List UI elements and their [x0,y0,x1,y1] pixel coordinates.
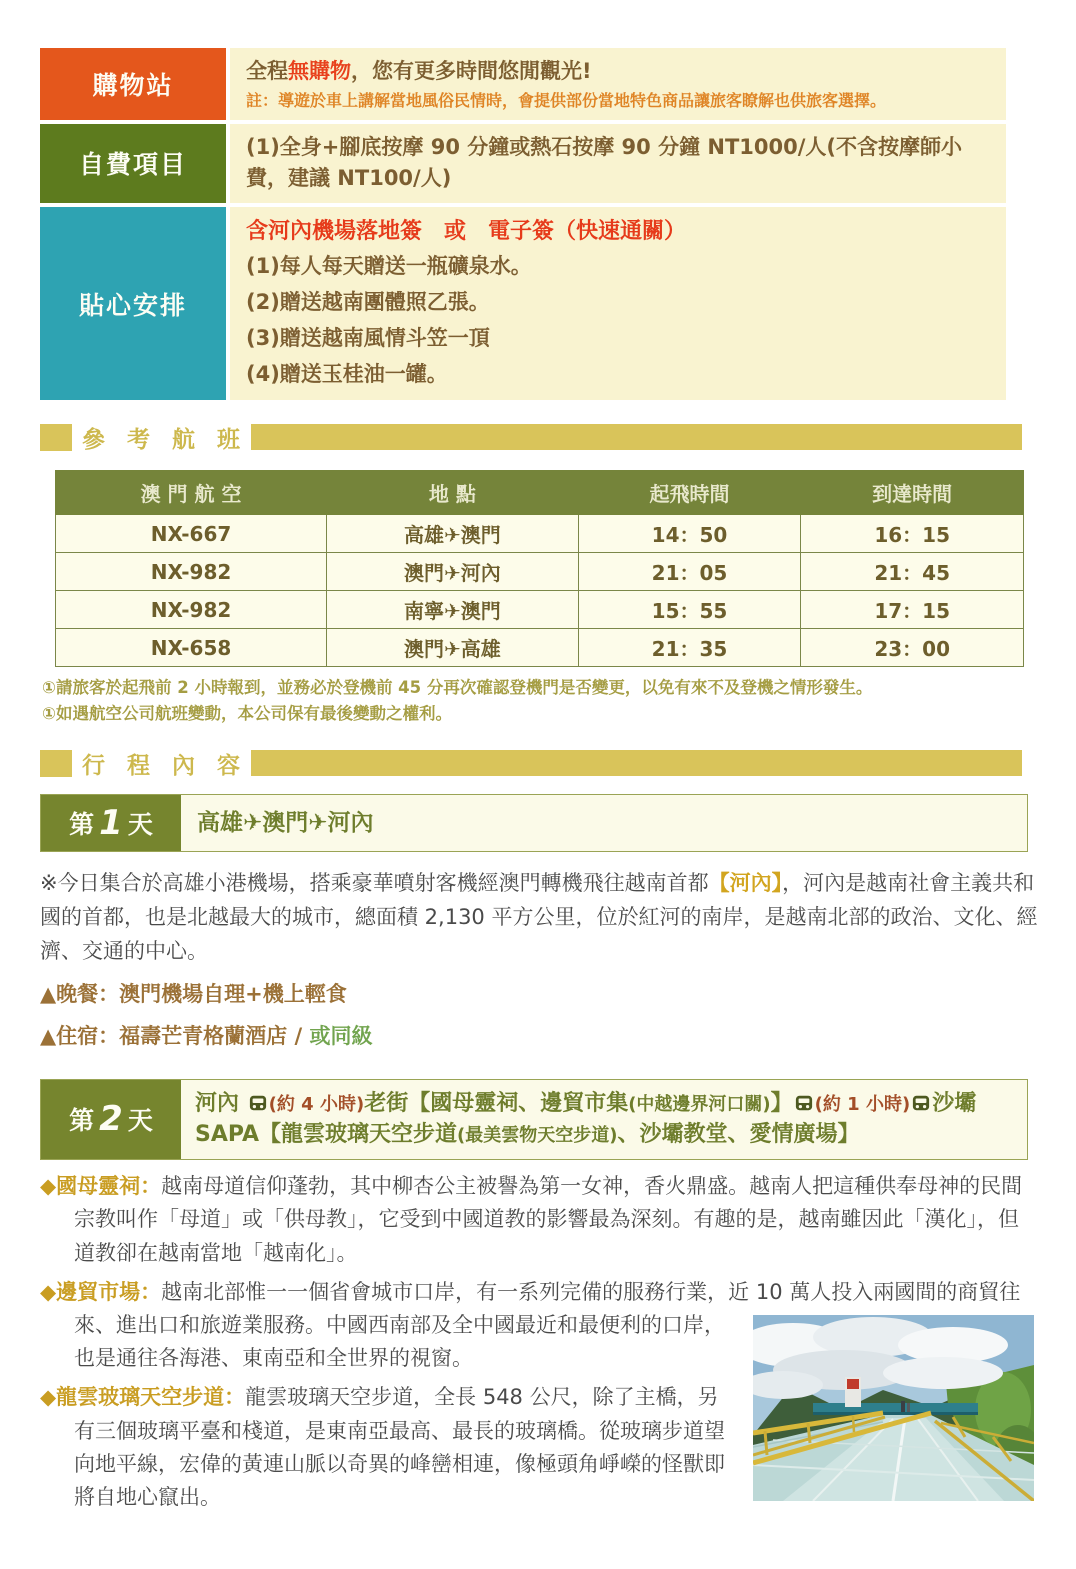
flight-number: NX-982 [56,591,327,629]
day1-hotel-line: ▲住宿：福壽芒青格蘭酒店 / 或同級 [40,1023,373,1048]
info-label-care: 貼心安排 [40,207,226,400]
visa-highlight: 含河內機場落地簽 或 電子簽（快速通關） [246,218,687,244]
departure-time: 21：35 [578,629,801,667]
hanoi-highlight: 【河內】 [708,871,783,896]
arrival-time: 21：45 [801,553,1024,591]
poi-title: ◆龍雲玻璃天空步道： [40,1385,246,1410]
gold-square-decoration [40,750,72,777]
flight-row [56,553,1024,591]
info-cell-shopping [230,48,1006,120]
gold-bar-decoration [251,424,1022,450]
flight-notes [42,675,1024,726]
shopping-note: 註：導遊於車上講解當地風俗民情時，會提供部份當地特色商品讓旅客瞭解也供旅客選擇。 [246,90,887,110]
care-item: (4)贈送玉桂油一罐。 [246,362,448,387]
poi-paragraph-glass-skywalk: ◆龍雲玻璃天空步道：龍雲玻璃天空步道，全長 548 公尺，除了主橋，另有三個玻璃平臺和棧道，是東南亞最高、最長的玻璃橋。從玻璃步道望向地平線，宏偉的黃連山脈以奇異的峰巒相連，像極頭角崢嶸的怪獸即將自地心竄出。 [40,1385,725,1509]
poi-title: ◆國母靈祠： [40,1174,162,1199]
info-label-shopping: 購物站 [40,48,226,120]
care-item: (3)贈送越南風情斗笠一頂 [246,326,490,351]
col-header-route: 地 點 [327,471,579,515]
no-shopping-highlight: 無購物 [288,59,351,83]
info-label-optional: 自費項目 [40,124,226,203]
tour-itinerary-page [0,48,1076,1569]
bus-icon [249,1094,267,1112]
day2-title [181,1080,1027,1160]
care-item: (2)贈送越南團體照乙張。 [246,290,490,314]
flight-note-line: ①如遇航空公司航班變動，本公司保有最後變動之權利。 [42,703,452,723]
day1-number: 1 [99,803,123,844]
optional-text: (1)全身+腳底按摩 90 分鐘或熱石按摩 90 分鐘 NT1000/人(不含按摩師小費，建議 NT100/人) [246,134,963,191]
day1-dinner-line: ▲晚餐：澳門機場自理+機上輕食 [40,981,347,1006]
day1-description: ※今日集合於高雄小港機場，搭乘豪華噴射客機經澳門轉機飛往越南首都【河內】，河內是越南社會主義共和國的首都，也是北越最大的城市，總面積 2,130 平方公里，位於紅河的南岸，是越南北部的政治、文化、經濟、交通的中心。 ▲晚餐：澳門機場自理+機上輕食 ▲住宿：福壽芒青格蘭酒店 / 或同級 [40,866,1038,1052]
flight-route: 高雄✈澳門 [327,515,579,553]
info-cell-care [230,207,1006,400]
col-header-departure: 起飛時間 [578,471,801,515]
tour-info-table [40,48,1006,400]
flights-section-title: 參 考 航 班 [82,426,248,453]
poi-title: ◆邊貿市場： [40,1279,162,1304]
day2-description [40,1170,1038,1514]
flight-note-line: ①請旅客於起飛前 2 小時報到，並務必於登機前 45 分再次確認登機門是否變更，以免有來不及登機之情形發生。 [42,678,873,698]
care-item: (1)每人每天贈送一瓶礦泉水。 [246,253,532,278]
hotel-alt-label: 或同級 [309,1023,373,1048]
flight-row [56,515,1024,553]
gold-square-decoration [40,424,72,451]
itinerary-section-header [40,748,1022,778]
flight-number: NX-982 [56,553,327,591]
day2-title-text: 河內 (約 4 小時)老街【國母靈祠、邊貿市集(中越邊界河口關)】 (約 1 小時) 沙壩 SAPA【龍雲玻璃天空步道(最美雲物天空步道)、沙壩教堂、愛情廣場】 [195,1090,977,1148]
flight-route: 澳門✈河內 [327,553,579,591]
arrival-time: 17：15 [801,591,1024,629]
flight-row [56,591,1024,629]
flight-route: 南寧✈澳門 [327,591,579,629]
shopping-main-line: 全程無購物，您有更多時間悠閒觀光! [246,59,592,83]
bus-icon [912,1094,930,1112]
flight-row [56,629,1024,667]
flight-number: NX-658 [56,629,327,667]
col-header-airline: 澳 門 航 空 [56,471,327,515]
flight-route: 澳門✈高雄 [327,629,579,667]
day1-label: 第 1 天 [41,795,181,851]
bus-icon [795,1094,813,1112]
poi-paragraph-temple: ◆國母靈祠：越南母道信仰蓬勃，其中柳杏公主被譽為第一女神，香火鼎盛。越南人把這種供奉母神的民間宗教叫作「母道」或「供母教」，它受到中國道教的影響最為深刻。有趣的是，越南雖因此「漢化」，但道教卻在越南當地「越南化」。 [40,1174,1023,1265]
gold-bar-decoration [251,750,1022,776]
flight-table-header-row [56,471,1024,515]
arrival-time: 16：15 [801,515,1024,553]
day1-title: 高雄✈澳門✈河內 [181,795,1027,851]
flights-section-header [40,422,1022,452]
itinerary-section-title: 行 程 內 容 [82,752,248,779]
day2-header-box [40,1079,1028,1161]
day2-label: 第 2 天 [41,1080,181,1160]
arrival-time: 23：00 [801,629,1024,667]
day2-number: 2 [99,1099,123,1140]
info-cell-optional [230,124,1006,203]
poi-paragraph-border-market: ◆邊貿市場：越南北部惟一一個省會城市口岸，有一系列完備的服務行業，近 10 萬人投入兩國間的商貿 往來、進出口和旅遊業服務。中國西南部及全中國最近和最便利的口岸，也是通往各海港、東南亞和全世界的視窗。 [40,1276,1038,1376]
day1-header-box [40,794,1028,852]
flight-number: NX-667 [56,515,327,553]
departure-time: 14：50 [578,515,801,553]
sapa-glass-skywalk-photo [753,1315,1034,1501]
departure-time: 15：55 [578,591,801,629]
departure-time: 21：05 [578,553,801,591]
flight-table [55,470,1024,667]
col-header-arrival: 到達時間 [801,471,1024,515]
